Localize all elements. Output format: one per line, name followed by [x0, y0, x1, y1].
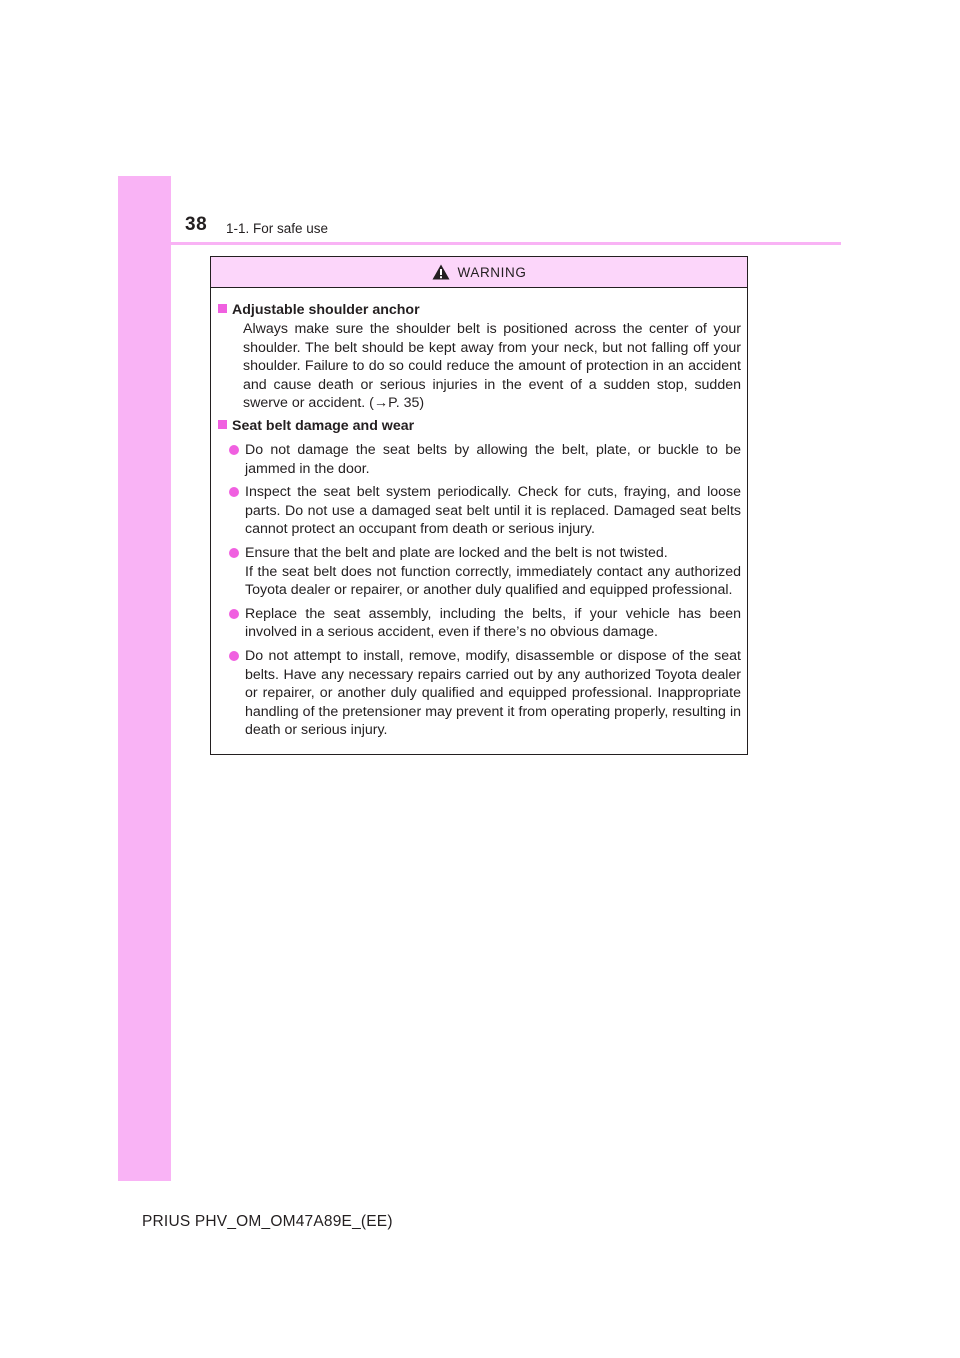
square-bullet-icon	[218, 304, 227, 313]
side-color-band	[118, 176, 171, 1181]
round-bullet-icon	[229, 487, 239, 497]
warning-section-shoulder-anchor	[218, 300, 741, 413]
bullet-text: Ensure that the belt and plate are locked and the belt is not twisted. If the seat belt does not function correctly, immediately contact any authorized Toyota dealer or repairer, or another duly qualified and equipped professional.	[245, 544, 741, 599]
warning-box	[210, 256, 748, 755]
warning-body	[211, 288, 747, 740]
bullet-text: Inspect the seat belt system periodically. Check for cuts, fraying, and loose parts. Do not use a damaged seat belt until it is replaced. Damaged seat belts cannot protect an occupant from death or serious injury.	[245, 484, 741, 538]
bullet-text: Replace the seat assembly, including the belts, if your vehicle has been involved in a serious accident, even if there’s no obvious damage.	[245, 605, 741, 641]
bullet-item	[229, 605, 741, 642]
bullet-item	[229, 441, 741, 478]
section-title: 1-1. For safe use	[226, 221, 329, 236]
section-heading-text: Seat belt damage and wear	[232, 417, 415, 434]
warning-header	[211, 257, 747, 288]
footer-doc-code: PRIUS PHV_OM_OM47A89E_(EE)	[142, 1213, 393, 1230]
warning-triangle-icon	[432, 264, 450, 280]
warning-section-belt-damage	[218, 416, 741, 740]
round-bullet-icon	[229, 445, 239, 455]
section-heading-text: Adjustable shoulder anchor	[232, 302, 420, 318]
round-bullet-icon	[229, 548, 239, 558]
warning-title: WARNING	[457, 264, 527, 280]
bullet-item	[229, 483, 741, 539]
round-bullet-icon	[229, 609, 239, 619]
header-rule	[118, 242, 841, 245]
bullet-list	[218, 441, 741, 740]
square-bullet-icon	[218, 420, 227, 429]
bullet-text: Do not attempt to install, remove, modify, disassemble or dispose of the seat belts. Have any necessary repairs carried out by any authorized Toyota dealer or repairer, or another duly qualified and equipped professional. Inappropriate handling of the pretensioner may prevent it from operating properly, resulting in death or serious injury.	[245, 647, 741, 739]
round-bullet-icon	[229, 651, 239, 661]
bullet-item	[229, 544, 741, 600]
bullet-item	[229, 647, 741, 740]
section-heading	[218, 416, 741, 436]
page-number: 38	[185, 214, 208, 235]
section-paragraph: Always make sure the shoulder belt is positioned across the center of your shoulder. The belt should be kept away from your neck, but not falling off your shoulder. Failure to do so could reduce the amount of protection in an accident and cause death or serious injuries in the event of a sudden stop, sudden swerve or accident. (→P. 35)	[243, 321, 741, 412]
bullet-text: Do not damage the seat belts by allowing the belt, plate, or buckle to be jammed in the door.	[245, 441, 741, 477]
section-heading	[218, 300, 741, 320]
